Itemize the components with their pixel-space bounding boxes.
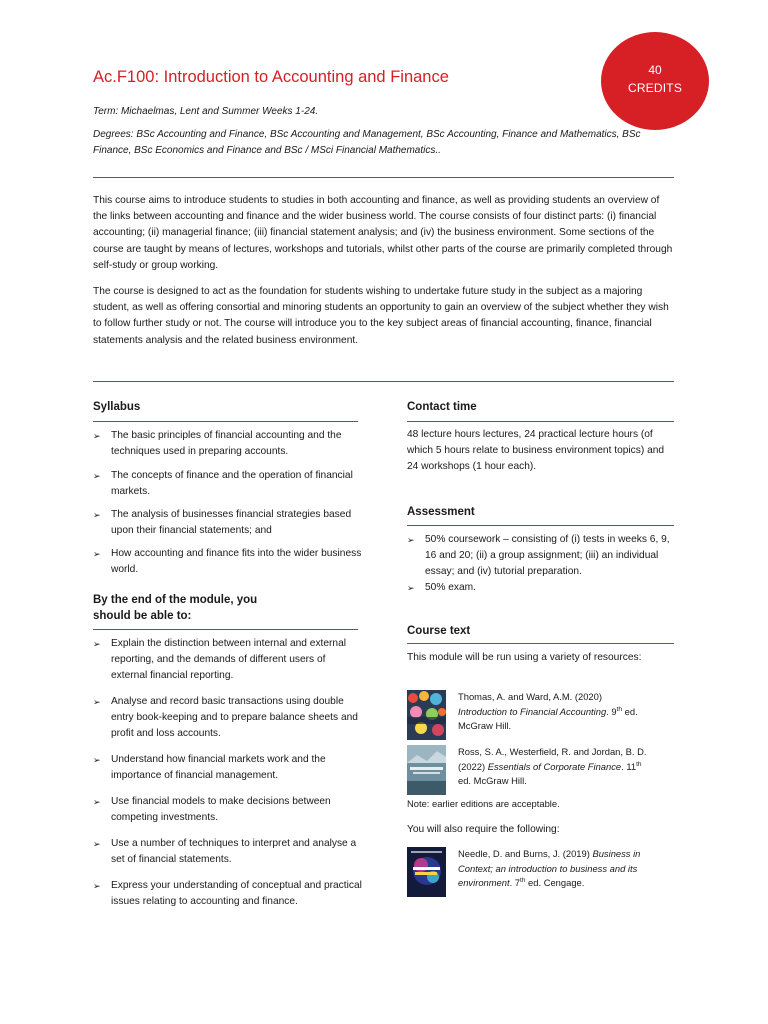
arrow-bullet-icon: ➢: [93, 881, 101, 891]
assessment-heading: Assessment: [407, 506, 475, 518]
list-item: ➢ Analyse and record basic transactions using double entry book-keeping and to prepare balance sheets and profit and loss accounts.: [93, 696, 358, 739]
assessment-list: [407, 532, 675, 596]
arrow-bullet-icon: ➢: [93, 797, 101, 807]
syllabus-list: [93, 428, 363, 578]
book-needle-burns: [407, 847, 640, 897]
list-item: ➢ Explain the distinction between internal and external reporting, and the demands of different users of external financial reporting.: [93, 638, 347, 681]
list-item: ➢ 50% coursework – consisting of (i) tests in weeks 6, 9, 16 and 20; (ii) a group assignment; (iii) an individual essay; and (iv) tutorial preparation.: [407, 534, 670, 577]
intro-paragraph-1: This course aims to introduce students to studies in both accounting and finance, as well as providing students an overview of the links between accounting and finance and the wider business world. The course consists of four distinct parts: (i) financial accounting; (ii) managerial finance; (iii) financial statement analysis; and (iv) the business environment. Some sections of the course are taught by means of lectures, workshops and tutorials, whilst other parts of the course are primarily completed through self-study or group working.: [93, 195, 673, 271]
list-item: ➢ 50% exam.: [407, 580, 675, 596]
arrow-bullet-icon: ➢: [93, 510, 101, 520]
course-text-intro: This module will be run using a variety of resources:: [407, 652, 642, 663]
list-item: ➢ Understand how financial markets work and the importance of financial management.: [93, 754, 326, 781]
course-title: Ac.F100: Introduction to Accounting and Finance: [93, 68, 449, 86]
book-reference: Ross, S. A., Westerfield, R. and Jordan, B. D. (2022) Essentials of Corporate Finance. 11th ed. McGraw Hill.: [458, 746, 647, 786]
assessment-section: [407, 505, 675, 520]
divider-top: [93, 177, 674, 178]
course-text-section: [407, 624, 675, 639]
contact-rule: [407, 421, 674, 422]
assessment-rule: [407, 525, 674, 526]
arrow-bullet-icon: ➢: [407, 583, 415, 593]
arrow-bullet-icon: ➢: [93, 839, 101, 849]
arrow-bullet-icon: ➢: [93, 639, 101, 649]
editions-note: Note: earlier editions are acceptable.: [407, 798, 560, 809]
outcomes-rule: [93, 629, 358, 630]
course-text-heading: Course text: [407, 625, 471, 637]
intro-paragraph-2: The course is designed to act as the foundation for students wishing to undertake future study in the subject as a majoring student, as well as offering consortial and minoring students an opportunity to gain an overview of the subject whether they wish to follow further study or not. The course will introduce you to the key subject areas of financial accounting, finance, financial statements analysis and the related business environment.: [93, 286, 669, 346]
outcomes-heading: By the end of the module, you should be able to:: [93, 594, 258, 622]
arrow-bullet-icon: ➢: [93, 697, 101, 707]
list-item: ➢ Use financial models to make decisions between competing investments.: [93, 796, 331, 823]
syllabus-section: [93, 400, 358, 415]
list-item: ➢ The concepts of finance and the operation of financial markets.: [93, 470, 353, 497]
syllabus-heading: Syllabus: [93, 401, 141, 413]
book-reference: Thomas, A. and Ward, A.M. (2020) Introduction to Financial Accounting. 9th ed. McGraw Hill.: [458, 691, 638, 731]
book-cover-image: [407, 690, 446, 740]
list-item: ➢ How accounting and finance fits into the wider business world.: [93, 548, 362, 575]
arrow-bullet-icon: ➢: [93, 549, 101, 559]
credits-label: CREDITS: [627, 81, 683, 95]
book-thomas-ward: [407, 690, 638, 740]
book-reference: Needle, D. and Burns, J. (2019) Business in Context; an introduction to business and its environment. 7th ed. Cengage.: [458, 848, 641, 888]
course-text-rule: [407, 643, 674, 644]
list-item: ➢ The analysis of businesses financial strategies based upon their financial statements; and: [93, 509, 352, 536]
contact-text: 48 lecture hours lectures, 24 practical lecture hours (of which 5 hours relate to business environment topics) and 24 workshops (1 hour each).: [407, 429, 665, 472]
arrow-bullet-icon: ➢: [407, 535, 415, 545]
book-cover-image: [407, 745, 446, 795]
arrow-bullet-icon: ➢: [93, 431, 101, 441]
contact-heading: Contact time: [407, 401, 477, 413]
syllabus-rule: [93, 421, 358, 422]
outcomes-list: [93, 636, 363, 910]
book-ross-westerfield: [407, 745, 646, 795]
arrow-bullet-icon: ➢: [93, 755, 101, 765]
course-term: Term: Michaelmas, Lent and Summer Weeks 1-24.: [93, 106, 319, 117]
credits-number: 40: [648, 63, 662, 77]
list-item: ➢ Express your understanding of conceptual and practical issues relating to accounting and finance.: [93, 880, 362, 907]
list-item: ➢ Use a number of techniques to interpret and analyse a set of financial statements.: [93, 838, 357, 865]
divider-middle: [93, 381, 674, 382]
course-degrees: Degrees: BSc Accounting and Finance, BSc Accounting and Management, BSc Accounting, Finance and Mathematics, BSc Finance, BSc Economics and Finance and BSc / MSci Financial Mathematics..: [93, 129, 641, 156]
arrow-bullet-icon: ➢: [93, 471, 101, 481]
list-item: ➢ The basic principles of financial accounting and the techniques used in preparing accounts.: [93, 430, 342, 457]
book-cover-image: [407, 847, 446, 897]
contact-section: [407, 400, 675, 415]
also-require-text: You will also require the following:: [407, 824, 560, 835]
